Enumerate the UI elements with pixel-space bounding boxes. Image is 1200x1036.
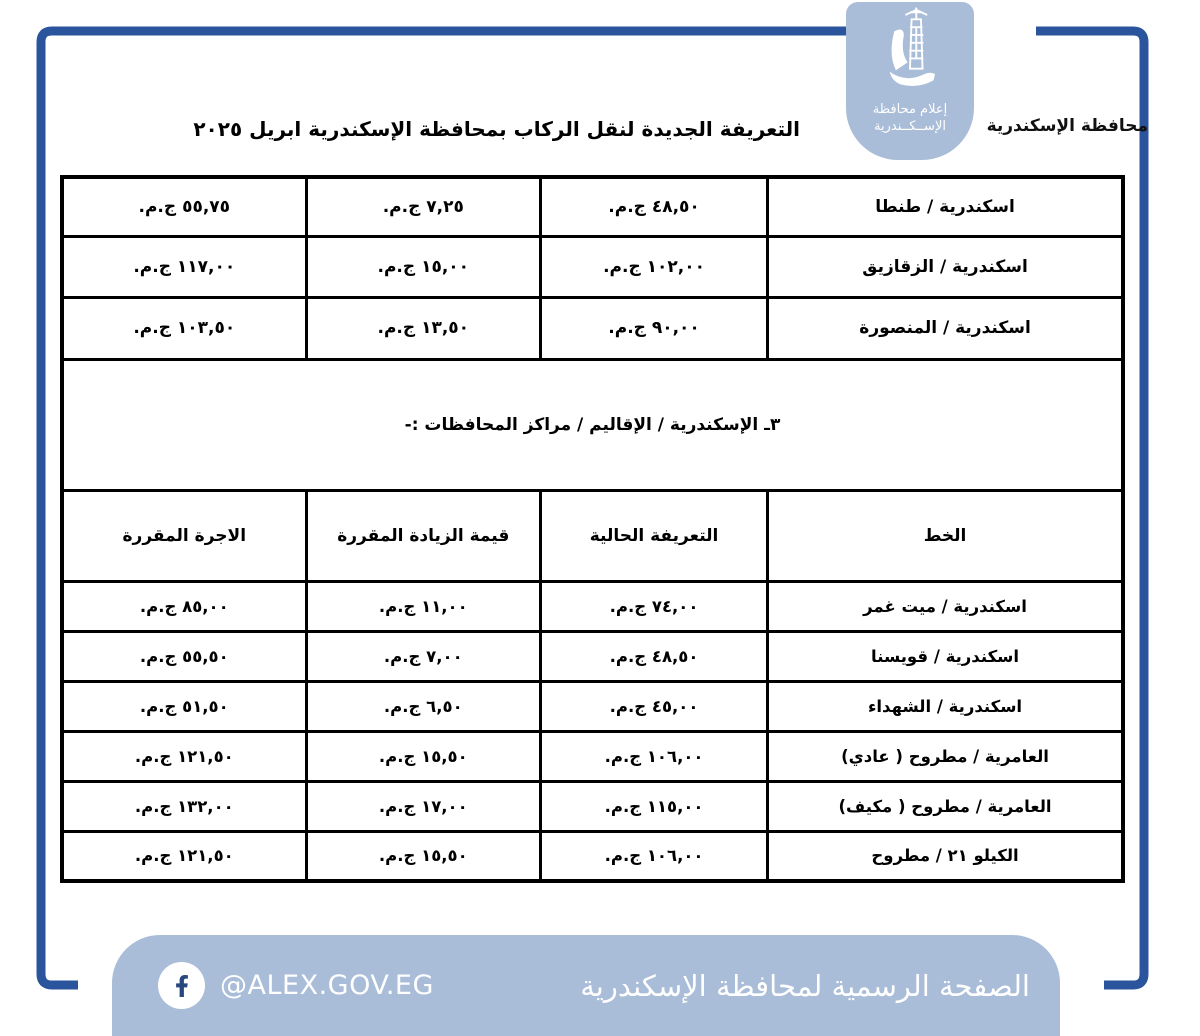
increase-cell: ١٥,٥٠ ج.م. (306, 831, 540, 881)
footer-page-label: الصفحة الرسمية لمحافظة الإسكندرية (580, 968, 1030, 1003)
route-cell: اسكندرية / ميت غمر (768, 581, 1123, 631)
current-fare-cell: ٤٨,٥٠ ج.م. (541, 177, 768, 236)
governorate-media-logo (846, 2, 974, 160)
route-cell: اسكندرية / قويسنا (768, 631, 1123, 681)
current-fare-cell: ١٠٢,٠٠ ج.م. (541, 236, 768, 297)
table-row (62, 831, 1123, 881)
route-cell: اسكندرية / طنطا (768, 177, 1123, 236)
section-header-row (62, 359, 1123, 490)
increase-cell: ١٥,٠٠ ج.م. (306, 236, 540, 297)
table-row (62, 731, 1123, 781)
current-fare-cell: ٤٨,٥٠ ج.م. (541, 631, 768, 681)
route-cell: اسكندرية / الزقازيق (768, 236, 1123, 297)
increase-cell: ٧,٠٠ ج.م. (306, 631, 540, 681)
increase-cell: ٦,٥٠ ج.م. (306, 681, 540, 731)
current-fare-cell: ٧٤,٠٠ ج.م. (541, 581, 768, 631)
new-fare-cell: ٥١,٥٠ ج.م. (62, 681, 306, 731)
facebook-handle: @ALEX.GOV.EG (220, 970, 434, 1001)
current-fare-cell: ١٠٦,٠٠ ج.م. (541, 731, 768, 781)
route-header: الخط (768, 490, 1123, 581)
new-fare-cell: ٥٥,٧٥ ج.م. (62, 177, 306, 236)
fares-table (60, 175, 1125, 883)
footer-social (158, 962, 434, 1009)
logo-text-line2: الإســكــندرية (874, 118, 946, 134)
route-cell: الكيلو ٢١ / مطروح (768, 831, 1123, 881)
table-row (62, 681, 1123, 731)
new-fare-cell: ١٠٣,٥٠ ج.م. (62, 297, 306, 359)
table-row (62, 236, 1123, 297)
table-row (62, 581, 1123, 631)
new-fare-cell: ١٣٢,٠٠ ج.م. (62, 781, 306, 831)
current-fare-cell: ٤٥,٠٠ ج.م. (541, 681, 768, 731)
lighthouse-icon (866, 6, 954, 100)
new-fare-cell: ٥٥,٥٠ ج.م. (62, 631, 306, 681)
table-header-row (62, 490, 1123, 581)
table-row (62, 297, 1123, 359)
increase-cell: ١٧,٠٠ ج.م. (306, 781, 540, 831)
new-fare-header: الاجرة المقررة (62, 490, 306, 581)
new-fare-cell: ٨٥,٠٠ ج.م. (62, 581, 306, 631)
current-fare-cell: ١١٥,٠٠ ج.م. (541, 781, 768, 831)
route-cell: العامرية / مطروح ( عادي) (768, 731, 1123, 781)
facebook-icon (158, 962, 205, 1009)
current-fare-header: التعريفة الحالية (541, 490, 768, 581)
table-row (62, 631, 1123, 681)
increase-cell: ١١,٠٠ ج.م. (306, 581, 540, 631)
footer-bar (112, 935, 1060, 1036)
new-fare-cell: ١١٧,٠٠ ج.م. (62, 236, 306, 297)
logo-text-line1: إعلام محافظة (872, 102, 948, 117)
increase-cell: ٧,٢٥ ج.م. (306, 177, 540, 236)
table-row (62, 177, 1123, 236)
section-header: ٣ـ الإسكندرية / الإقاليم / مراكز المحافظات :- (62, 359, 1123, 490)
new-fare-cell: ١٢١,٥٠ ج.م. (62, 831, 306, 881)
route-cell: العامرية / مطروح ( مكيف) (768, 781, 1123, 831)
governorate-label: محافظة الإسكندرية (986, 116, 1148, 136)
new-fare-cell: ١٢١,٥٠ ج.م. (62, 731, 306, 781)
increase-header: قيمة الزيادة المقررة (306, 490, 540, 581)
increase-cell: ١٣,٥٠ ج.م. (306, 297, 540, 359)
current-fare-cell: ١٠٦,٠٠ ج.م. (541, 831, 768, 881)
route-cell: اسكندرية / المنصورة (768, 297, 1123, 359)
page-title: التعريفة الجديدة لنقل الركاب بمحافظة الإسكندرية ابريل ٢٠٢٥ (193, 117, 800, 141)
route-cell: اسكندرية / الشهداء (768, 681, 1123, 731)
increase-cell: ١٥,٥٠ ج.م. (306, 731, 540, 781)
table-row (62, 781, 1123, 831)
current-fare-cell: ٩٠,٠٠ ج.م. (541, 297, 768, 359)
